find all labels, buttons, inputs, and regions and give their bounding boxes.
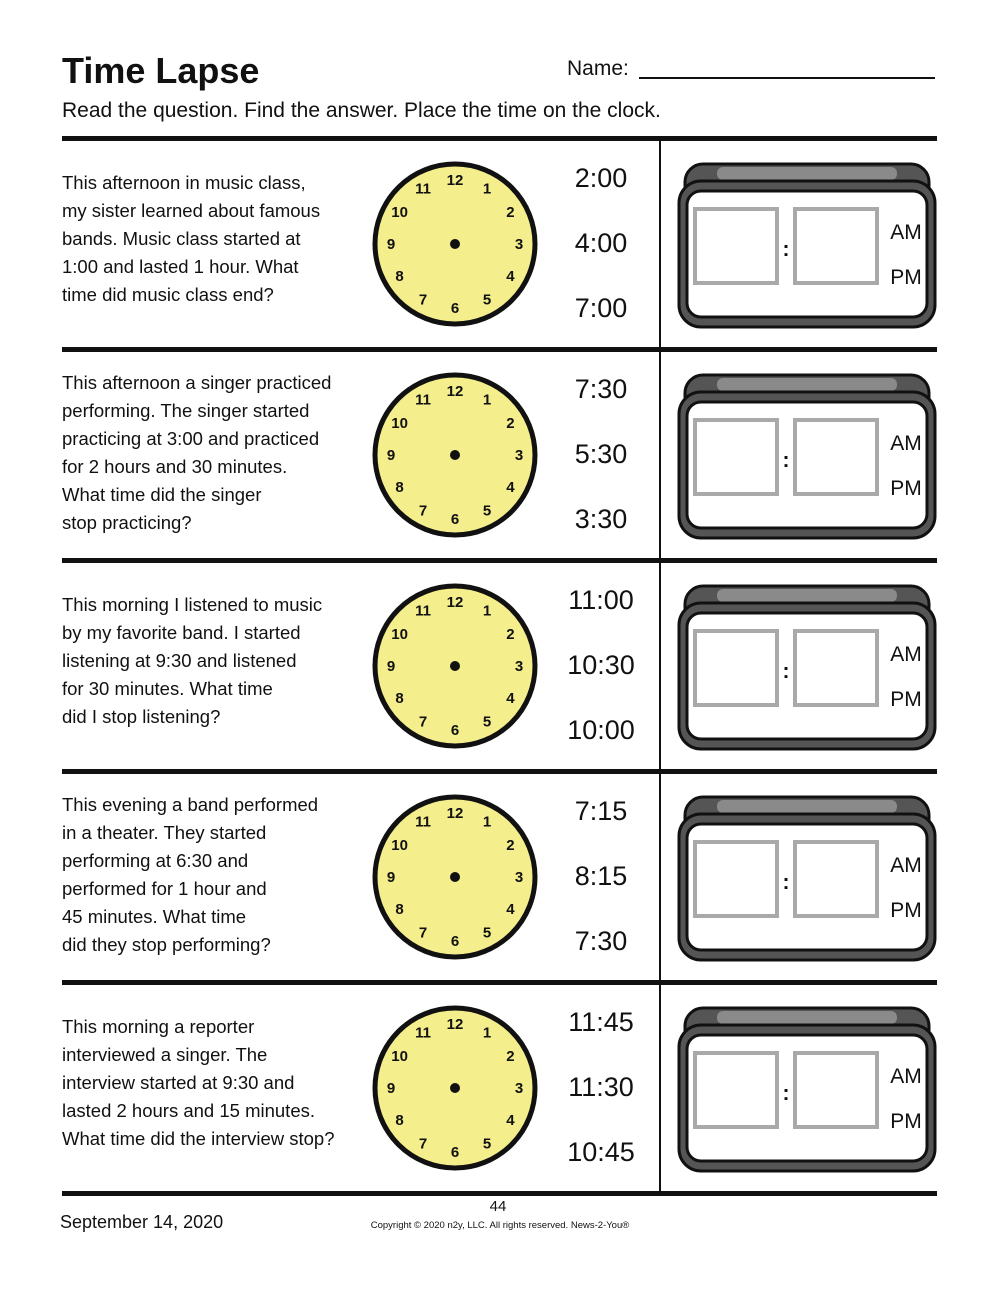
answer-choice[interactable]: 2:00	[574, 163, 628, 193]
question-text	[62, 591, 372, 731]
question-line: This morning a reporter	[62, 1016, 255, 1037]
clock-number: 7	[418, 924, 428, 942]
copyright: Copyright © 2020 n2y, LLC. All rights reserved. News-2-You®	[370, 1220, 630, 1231]
clock-number: 1	[482, 1024, 492, 1042]
question-line: performing. The singer started	[62, 400, 310, 421]
question-line: for 2 hours and 30 minutes.	[62, 456, 288, 477]
question-line: This afternoon a singer practiced	[62, 372, 332, 393]
answer-choice[interactable]: 11:00	[568, 585, 634, 615]
clock-number: 8	[395, 690, 404, 707]
analog-clock-icon[interactable]	[370, 792, 540, 962]
answer-choice[interactable]: 4:00	[574, 228, 628, 258]
clock-number: 7	[418, 713, 428, 731]
clock-number: 3	[514, 869, 524, 886]
clock-number: 3	[514, 447, 524, 464]
clock-number: 3	[514, 236, 524, 253]
answer-choice[interactable]: 10:00	[567, 715, 635, 745]
question-line: This evening a band performed	[62, 794, 319, 815]
minute-input-box[interactable]	[795, 1053, 877, 1127]
clock-number: 6	[450, 933, 460, 950]
clock-number: 10	[391, 204, 408, 221]
analog-clock-icon[interactable]	[370, 159, 540, 329]
pm-label[interactable]: PM	[890, 899, 922, 922]
clock-number: 5	[482, 924, 492, 942]
clock-number: 11	[415, 1024, 431, 1042]
clock-number: 8	[395, 268, 404, 285]
question-line: interviewed a singer. The	[62, 1044, 268, 1065]
clock-number: 12	[446, 594, 464, 611]
answer-choice[interactable]: 10:45	[567, 1137, 635, 1167]
clock-number: 11	[415, 391, 431, 409]
clock-number: 9	[386, 1080, 396, 1097]
pm-label[interactable]: PM	[890, 1110, 922, 1133]
clock-center-dot	[450, 872, 460, 882]
clock-number: 5	[482, 502, 492, 520]
time-separator: :	[782, 660, 790, 683]
clock-center-dot	[450, 1083, 460, 1093]
question-text	[62, 1013, 372, 1153]
am-label[interactable]: AM	[890, 643, 922, 666]
question-line: practicing at 3:00 and practiced	[62, 428, 320, 449]
digital-clock-icon	[677, 1005, 937, 1175]
clock-number: 2	[506, 837, 515, 854]
question-line: by my favorite band. I started	[62, 622, 301, 643]
question-line: for 30 minutes. What time	[62, 678, 273, 699]
time-separator: :	[782, 238, 790, 261]
clock-top-button	[717, 1011, 897, 1024]
clock-number: 5	[482, 713, 492, 731]
clock-top-button	[717, 800, 897, 813]
answer-choice[interactable]: 11:45	[568, 1007, 634, 1037]
clock-number: 7	[418, 1135, 428, 1153]
clock-number: 6	[450, 1144, 460, 1161]
clock-number: 12	[446, 805, 464, 822]
clock-number: 4	[506, 479, 515, 496]
clock-number: 10	[391, 837, 408, 854]
question-row	[0, 563, 1000, 773]
question-line: lasted 2 hours and 15 minutes.	[62, 1100, 315, 1121]
clock-number: 2	[506, 204, 515, 221]
digital-clock-icon	[677, 372, 937, 542]
question-line: listening at 9:30 and listened	[62, 650, 297, 671]
clock-number: 4	[506, 1112, 515, 1129]
answer-choice[interactable]: 7:30	[574, 374, 628, 404]
clock-number: 1	[482, 180, 492, 198]
footer-date: September 14, 2020	[60, 1212, 224, 1232]
minute-input-box[interactable]	[795, 420, 877, 494]
time-separator: :	[782, 1082, 790, 1105]
clock-top-button	[717, 589, 897, 602]
clock-number: 1	[482, 602, 492, 620]
clock-number: 4	[506, 268, 515, 285]
name-label: Name:	[567, 57, 629, 80]
pm-label[interactable]: PM	[890, 477, 922, 500]
question-text	[62, 169, 372, 309]
question-line: my sister learned about famous	[62, 200, 321, 221]
clock-number: 2	[506, 1048, 515, 1065]
clock-number: 4	[506, 901, 515, 918]
page-number: 44	[489, 1198, 507, 1215]
clock-number: 10	[391, 1048, 408, 1065]
clock-number: 1	[482, 813, 492, 831]
am-label[interactable]: AM	[890, 1065, 922, 1088]
question-text	[62, 791, 372, 959]
am-label[interactable]: AM	[890, 221, 922, 244]
hour-input-box[interactable]	[695, 420, 777, 494]
clock-number: 12	[446, 1016, 464, 1033]
digital-clock-icon	[677, 794, 937, 964]
digital-clock-icon	[677, 161, 937, 331]
clock-number: 9	[386, 658, 396, 675]
answer-choice[interactable]: 7:30	[574, 926, 628, 956]
answer-choice[interactable]: 5:30	[574, 439, 628, 469]
clock-number: 9	[386, 236, 396, 253]
question-row	[0, 774, 1000, 984]
question-line: bands. Music class started at	[62, 228, 301, 249]
minute-input-box[interactable]	[795, 209, 877, 283]
question-line: What time did the interview stop?	[62, 1128, 335, 1149]
am-label[interactable]: AM	[890, 854, 922, 877]
question-line: time did music class end?	[62, 284, 274, 305]
minute-input-box[interactable]	[795, 842, 877, 916]
clock-number: 2	[506, 626, 515, 643]
am-label[interactable]: AM	[890, 432, 922, 455]
clock-number: 7	[418, 502, 428, 520]
question-text	[62, 369, 372, 537]
clock-number: 11	[415, 813, 431, 831]
clock-center-dot	[450, 661, 460, 671]
clock-number: 12	[446, 172, 464, 189]
question-row	[0, 352, 1000, 562]
clock-center-dot	[450, 450, 460, 460]
clock-number: 12	[446, 383, 464, 400]
question-line: interview started at 9:30 and	[62, 1072, 295, 1093]
clock-number: 8	[395, 479, 404, 496]
clock-number: 2	[506, 415, 515, 432]
clock-center-dot	[450, 239, 460, 249]
clock-number: 11	[415, 180, 431, 198]
pm-label[interactable]: PM	[890, 688, 922, 711]
clock-top-button	[717, 167, 897, 180]
clock-number: 8	[395, 901, 404, 918]
clock-number: 1	[482, 391, 492, 409]
clock-number: 5	[482, 291, 492, 309]
pm-label[interactable]: PM	[890, 266, 922, 289]
clock-number: 10	[391, 626, 408, 643]
question-line: What time did the singer	[62, 484, 262, 505]
clock-number: 9	[386, 869, 396, 886]
analog-clock-icon[interactable]	[370, 370, 540, 540]
analog-clock-icon[interactable]	[370, 581, 540, 751]
clock-top-button	[717, 378, 897, 391]
time-separator: :	[782, 449, 790, 472]
question-row	[0, 985, 1000, 1195]
clock-number: 6	[450, 511, 460, 528]
answer-choice[interactable]: 7:15	[574, 796, 628, 826]
hour-input-box[interactable]	[695, 209, 777, 283]
clock-number: 8	[395, 1112, 404, 1129]
question-line: 45 minutes. What time	[62, 906, 247, 927]
question-line: performed for 1 hour and	[62, 878, 267, 899]
question-line: stop practicing?	[62, 512, 192, 533]
answer-choice[interactable]: 10:30	[567, 650, 635, 680]
question-line: This morning I listened to music	[62, 594, 323, 615]
question-line: 1:00 and lasted 1 hour. What	[62, 256, 299, 277]
answer-choice[interactable]: 7:00	[574, 293, 628, 323]
time-separator: :	[782, 871, 790, 894]
name-input-line[interactable]	[639, 77, 935, 79]
minute-input-box[interactable]	[795, 631, 877, 705]
question-line: did I stop listening?	[62, 706, 221, 727]
clock-number: 6	[450, 722, 460, 739]
clock-number: 3	[514, 1080, 524, 1097]
question-line: performing at 6:30 and	[62, 850, 249, 871]
question-line: did they stop performing?	[62, 934, 271, 955]
answer-choice[interactable]: 3:30	[574, 504, 628, 534]
answer-choice[interactable]: 11:30	[568, 1072, 634, 1102]
clock-number: 6	[450, 300, 460, 317]
clock-number: 11	[415, 602, 431, 620]
hour-input-box[interactable]	[695, 1053, 777, 1127]
question-line: in a theater. They started	[62, 822, 267, 843]
digital-clock-icon	[677, 583, 937, 753]
clock-number: 5	[482, 1135, 492, 1153]
answer-choice[interactable]: 8:15	[574, 861, 628, 891]
clock-number: 7	[418, 291, 428, 309]
clock-number: 10	[391, 415, 408, 432]
clock-number: 4	[506, 690, 515, 707]
page-title: Time Lapse	[62, 50, 260, 91]
question-row	[0, 141, 1000, 351]
instructions: Read the question. Find the answer. Place the time on the clock.	[62, 99, 661, 122]
analog-clock-icon[interactable]	[370, 1003, 540, 1173]
hour-input-box[interactable]	[695, 631, 777, 705]
question-line: This afternoon in music class,	[62, 172, 306, 193]
hour-input-box[interactable]	[695, 842, 777, 916]
clock-number: 9	[386, 447, 396, 464]
clock-number: 3	[514, 658, 524, 675]
